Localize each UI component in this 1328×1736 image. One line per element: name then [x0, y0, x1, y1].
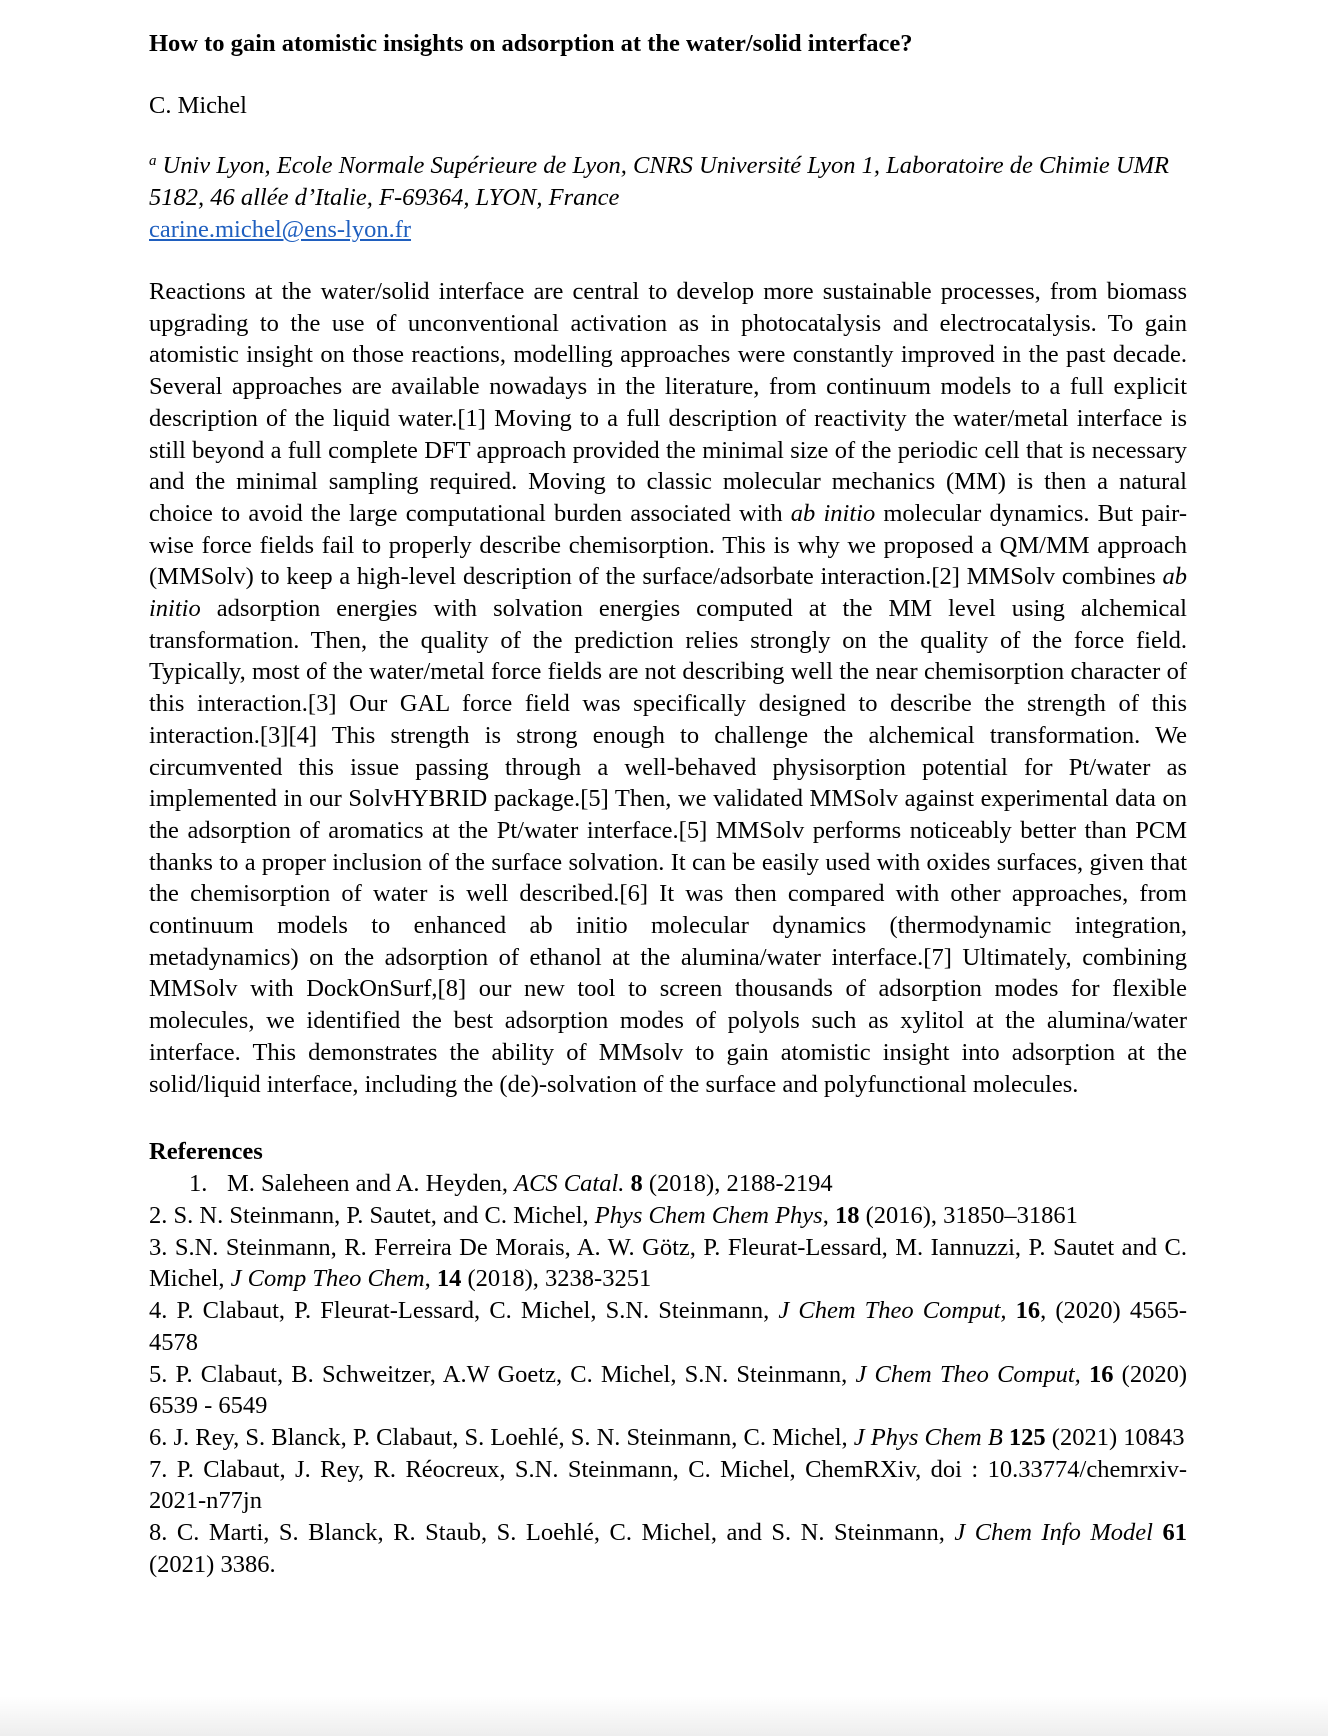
reference-item [149, 1359, 1187, 1422]
references-heading: References [149, 1138, 263, 1166]
reference-text: (2018), 3238-3251 [461, 1265, 652, 1293]
reference-item [149, 1168, 1187, 1200]
reference-journal: Phys Chem Chem Phys [594, 1201, 823, 1229]
reference-item [149, 1454, 1187, 1517]
page-bottom-shadow [0, 1696, 1328, 1736]
reference-text: 4. P. Clabaut, P. Fleurat-Lessard, C. Michel, S.N. Steinmann, [149, 1297, 779, 1325]
reference-text: , [424, 1265, 437, 1293]
document-page [149, 28, 1187, 1580]
reference-text [1153, 1519, 1163, 1546]
reference-text [1007, 1297, 1016, 1324]
reference-text: M. Saleheen and A. Heyden, [227, 1170, 515, 1198]
reference-text: (2021) 10843 [1045, 1423, 1185, 1451]
affiliation-text: Univ Lyon, Ecole Normale Supérieure de Lyon, CNRS Université Lyon 1, Laboratoire de Chimie UMR 5182, 46 allée d’Italie, F-69364, LYON, France [149, 152, 1169, 211]
abstract-segment: molecular dynamics. But pair-wise force fields fail to properly describe chemisorption. This is why we proposed a QM/MM approach (MMSolv) to keep a high-level description of the surface/adsorbate interaction.[2] MMSolv combines [149, 499, 1187, 591]
reference-text: (2018), 2188-2194 [642, 1170, 833, 1198]
reference-item [149, 1200, 1187, 1232]
reference-journal: ACS Catal. [514, 1170, 625, 1198]
reference-journal: J Chem Theo Comput, [778, 1297, 1007, 1325]
reference-text: 2. S. N. Steinmann, P. Sautet, and C. Michel, [149, 1201, 595, 1229]
reference-volume: 18 [834, 1201, 860, 1229]
abstract-segment: adsorption energies with solvation energies computed at the MM level using alchemical transformation. Then, the quality of the prediction relies strongly on the quality of the force field. Typically, most of the water/metal force fields are not describing well the near chemisorption character of this interaction.[3] Our GAL force field was specifically designed to describe the strength of this interaction.[3][4] This strength is strong enough to challenge the alchemical transformation. We circumvented this issue passing through a well-behaved physisorption potential for Pt/water as implemented in our SolvHYBRID package.[5] Then, we validated MMSolv against experimental data on the adsorption of aromatics at the Pt/water interface.[5] MMSolv performs noticeably better than PCM thanks to a proper inclusion of the surface solvation. It can be easily used with oxides surfaces, given that the chemisorption of water is well described.[6] It was then compared with other approaches, from continuum models to enhanced ab initio molecular dynamics (thermodynamic integration, metadynamics) on the adsorption of ethanol at the alumina/water interface.[7] Ultimately, combining MMSolv with DockOnSurf,[8] our new tool to screen thousands of adsorption modes for flexible molecules, we identified the best adsorption modes of polyols such as xylitol at the alumina/water interface. This demonstrates the ability of MMsolv to gain atomistic insight into adsorption at the solid/liquid interface, including the (de)-solvation of the surface and polyfunctional molecules. [149, 595, 1187, 1098]
reference-volume: 16 [1089, 1360, 1114, 1388]
affiliation [149, 150, 1187, 214]
reference-item [149, 1232, 1187, 1295]
reference-text: , (2020) 4565-4578 [149, 1297, 1188, 1356]
reference-journal: J Chem Info Model [954, 1519, 1153, 1547]
reference-item [149, 1517, 1187, 1580]
reference-journal: J Chem Theo Comput, [855, 1360, 1081, 1388]
reference-text [1081, 1361, 1089, 1388]
reference-volume: 61 [1162, 1519, 1188, 1547]
abstract-paragraph [149, 276, 1187, 1100]
reference-volume: 8 [630, 1170, 643, 1198]
reference-item [149, 1295, 1187, 1358]
reference-volume: 16 [1015, 1297, 1041, 1325]
affiliation-marker: a [149, 153, 157, 169]
reference-journal: J Phys Chem B [853, 1423, 1003, 1451]
reference-volume: 14 [436, 1265, 462, 1293]
reference-text: (2020) 6539 - 6549 [149, 1360, 1188, 1420]
abstract-segment: Reactions at the water/solid interface are central to develop more sustainable processes, from biomass upgrading to the use of unconventional activation as in photocatalysis and electrocatalysis. To gain atomistic insight on those reactions, modelling approaches were constantly improved in the past decade. Several approaches are available nowadays in the literature, from continuum models to a full explicit description of the liquid water.[1] Moving to a full description of reactivity the water/metal interface is still beyond a full complete DFT approach provided the minimal size of the periodic cell that is necessary and the minimal sampling required. Moving to classic molecular mechanics (MM) is then a natural choice to avoid the large computational burden associated with [149, 278, 1187, 527]
reference-text: 5. P. Clabaut, B. Schweitzer, A.W Goetz, C. Michel, S.N. Steinmann, [149, 1360, 856, 1388]
reference-number: 1. [189, 1170, 208, 1198]
paper-title: How to gain atomistic insights on adsorption at the water/solid interface? [149, 30, 913, 57]
reference-volume: 125 [1008, 1423, 1046, 1451]
reference-item [149, 1422, 1187, 1454]
reference-text: 8. C. Marti, S. Blanck, R. Staub, S. Loehlé, C. Michel, and S. N. Steinmann, [149, 1519, 955, 1547]
reference-text: 7. P. Clabaut, J. Rey, R. Réocreux, S.N. Steinmann, C. Michel, ChemRXiv, doi : 10.33774/chemrxiv-2021-n77jn [149, 1455, 1187, 1515]
reference-text: , [822, 1201, 835, 1229]
reference-text: 6. J. Rey, S. Blanck, P. Clabaut, S. Loehlé, S. N. Steinmann, C. Michel, [149, 1423, 854, 1451]
email-link[interactable]: carine.michel@ens-lyon.fr [149, 216, 412, 243]
abstract-segment-italic: ab initio [149, 563, 1187, 623]
reference-text: 3. S.N. Steinmann, R. Ferreira De Morais, A. W. Götz, P. Fleurat-Lessard, M. Iannuzzi, P. Sautet and C. Michel, [149, 1233, 1187, 1293]
abstract-segment-italic: ab initio [790, 499, 876, 527]
reference-text: (2016), 31850–31861 [859, 1201, 1078, 1229]
reference-text: (2021) 3386. [149, 1550, 276, 1578]
author-name: C. Michel [149, 92, 247, 119]
reference-journal: J Comp Theo Chem [230, 1265, 425, 1293]
